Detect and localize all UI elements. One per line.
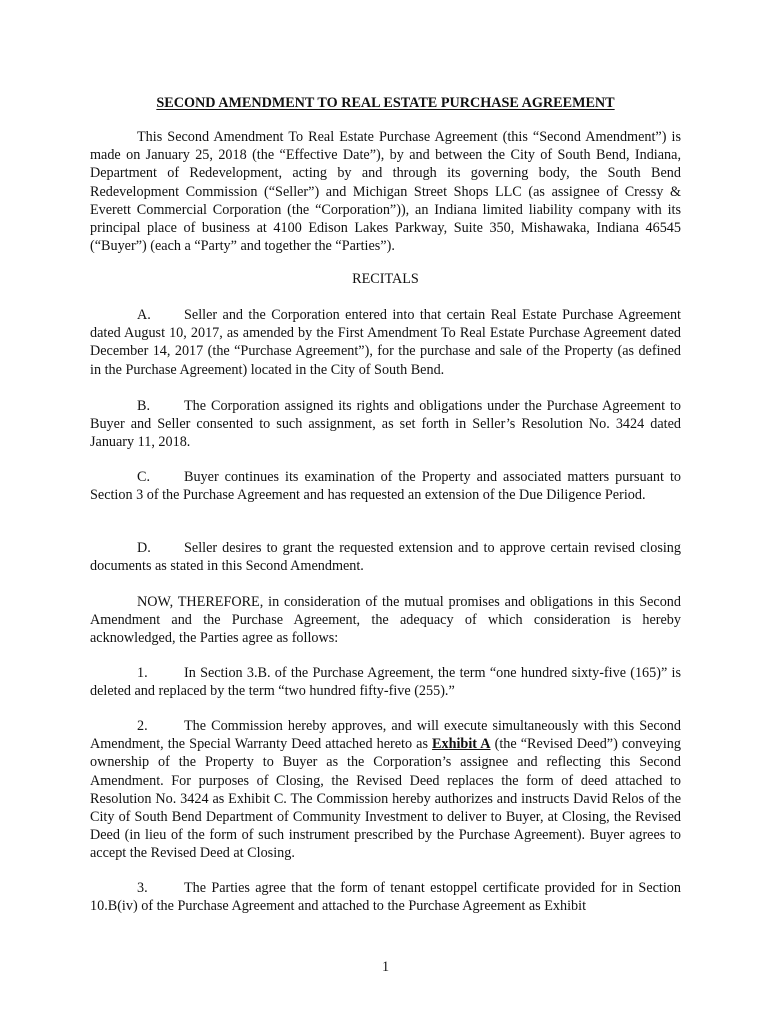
section-2 [90, 717, 681, 863]
recital-a [90, 306, 681, 379]
now-therefore-paragraph: NOW, THEREFORE, in consideration of the mutual promises and obligations in this Second Amendment and the Purchase Agreement, the adequacy of which consideration is hereby acknowledged, the Parties agree as follows: [90, 594, 681, 647]
section-1 [90, 664, 681, 700]
section-label: 2. [137, 718, 148, 734]
recital-label: C. [137, 469, 151, 485]
recital-b [90, 397, 681, 452]
section-text-before: The Commission hereby approves, and will execute simultaneously with this Second Amendment, the Special Warranty Deed attached hereto as [90, 718, 681, 753]
section-label: 1. [137, 665, 148, 681]
recital-c [90, 468, 681, 504]
intro-paragraph: This Second Amendment To Real Estate Purchase Agreement (this “Second Amendment”) is made on January 25, 2018 (the “Effective Date”), by and between the City of South Bend, Indiana, Department of Redevelopment, acting by and through its governing body, the South Bend Redevelopment Commission (“Seller”) and Michigan Street Shops LLC (as assignee of Cressy & Everett Commercial Corporation (the “Corporation”)), an Indiana limited liability company with its principal place of business at 4100 Edison Lakes Parkway, Suite 350, Mishawaka, Indiana 46545 (“Buyer”) (each a “Party” and together the “Parties”). [90, 129, 681, 255]
recital-text: Seller desires to grant the requested extension and to approve certain revised closing documents as stated in this Second Amendment. [90, 540, 681, 575]
recital-text: The Corporation assigned its rights and obligations under the Purchase Agreement to Buyer and Seller consented to such assignment, as set forth in Seller’s Resolution No. 3424 dated January 11, 2018. [90, 398, 681, 451]
recitals-heading: RECITALS [352, 271, 419, 287]
section-text-after: (the “Revised Deed”) conveying ownership of the Property to Buyer as the Corporation’s assignee and reflecting this Second Amendment. For purposes of Closing, the Revised Deed replaces the form of deed attached to Resolution No. 3424 as Exhibit C. The Commission hereby authorizes and instructs David Relos of the City of South Bend Department of Community Investment to deliver to Buyer, at Closing, the Revised Deed (in lieu of the form of such instrument prescribed by the Purchase Agreement). Buyer agrees to accept the Revised Deed at Closing. [90, 736, 681, 862]
recital-label: B. [137, 398, 151, 414]
section-text: In Section 3.B. of the Purchase Agreement, the term “one hundred sixty-five (165)” is deleted and replaced by the term “two hundred fifty-five (255).” [90, 665, 681, 700]
recital-text: Seller and the Corporation entered into that certain Real Estate Purchase Agreement dated August 10, 2017, as amended by the First Amendment To Real Estate Purchase Agreement dated December 14, 2017 (the “Purchase Agreement”), for the purchase and sale of the Property (as defined in the Purchase Agreement) located in the City of South Bend. [90, 307, 681, 378]
exhibit-a-reference: Exhibit A [432, 736, 491, 753]
recital-text: Buyer continues its examination of the Property and associated matters pursuant to Section 3 of the Purchase Agreement and has requested an extension of the Due Diligence Period. [90, 469, 681, 504]
section-text: The Parties agree that the form of tenant estoppel certificate provided for in Section 10.B(iv) of the Purchase Agreement and attached to the Purchase Agreement as Exhibit [90, 880, 681, 915]
recital-label: D. [137, 540, 151, 556]
document-title: SECOND AMENDMENT TO REAL ESTATE PURCHASE AGREEMENT [156, 95, 615, 111]
section-label: 3. [137, 880, 148, 896]
recital-label: A. [137, 307, 151, 323]
recital-d [90, 539, 681, 575]
section-3 [90, 879, 681, 915]
page-number: 1 [381, 959, 390, 975]
